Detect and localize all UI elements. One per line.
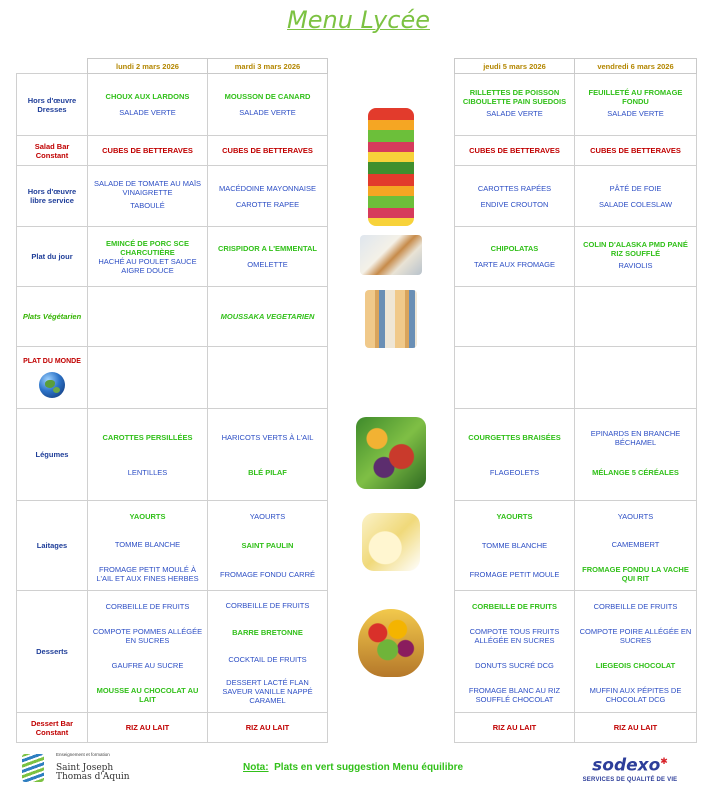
menu-item: COMPOTE TOUS FRUITS ALLÉGÉE EN SUCRES (469, 627, 560, 646)
star-icon: ✱ (660, 757, 668, 767)
day-header-mardi: mardi 3 mars 2026 (208, 59, 328, 74)
row-label-desserts: Desserts (17, 591, 88, 713)
row-label-legumes: Légumes (17, 409, 88, 501)
menu-item: CAROTTES PERSILLÉES (102, 432, 193, 442)
school-logo-mark (22, 754, 44, 782)
menu-item: HACHÉ AU POULET SAUCE AIGRE DOUCE (98, 256, 197, 275)
menu-item: RIZ AU LAIT (88, 713, 208, 743)
menu-item: EPINARDS EN BRANCHE BÉCHAMEL (590, 428, 681, 447)
menu-item: CUBES DE BETTERAVES (455, 136, 575, 166)
row-label-laitages: Laitages (17, 501, 88, 591)
menu-item: CRISPIDOR A L'EMMENTAL (217, 244, 317, 253)
menu-item: FLAGEOLETS (489, 467, 540, 477)
menu-item: MÉLANGE 5 CÉRÉALES (592, 468, 679, 477)
menu-item: SALADE COLESLAW (598, 199, 673, 209)
row-label-hors-dresses: Hors d'œuvre Dresses (17, 74, 88, 136)
menu-item: MOUSSAKA VEGETARIEN (208, 287, 328, 347)
school-logo-subtitle: Enseignement et formation (56, 752, 110, 757)
menu-item: MACÉDOINE MAYONNAISE (219, 183, 316, 193)
sodexo-tagline: SERVICES DE QUALITÉ DE VIE (582, 776, 678, 783)
menu-item: FROMAGE FONDU CARRÉ (219, 569, 315, 579)
menu-item: FEUILLETÉ AU FROMAGE FONDU (588, 87, 683, 106)
menu-item: CAROTTE RAPEE (235, 199, 300, 209)
menu-item: EMINCÉ DE PORC SCE CHARCUTIÈRE (106, 238, 189, 257)
menu-item: CHOUX AUX LARDONS (105, 92, 190, 101)
menu-item: CUBES DE BETTERAVES (88, 136, 208, 166)
day-header-jeudi: jeudi 5 mars 2026 (455, 59, 575, 74)
dairy-photo (362, 513, 420, 571)
menu-item: DESSERT LACTÉ FLAN SAVEUR VANILLE NAPPÉ CARAMEL (222, 678, 313, 706)
globe-icon (39, 372, 65, 398)
menu-item: SALADE DE TOMATE AU MAÏS VINAIGRETTE (93, 179, 202, 197)
menu-item: CORBEILLE DE FRUITS (593, 602, 678, 612)
day-header-vendredi: vendredi 6 mars 2026 (575, 59, 697, 74)
nota-footnote (243, 762, 463, 773)
menu-item: MOUSSON DE CANARD (224, 92, 311, 101)
menu-item: TOMME BLANCHE (114, 540, 181, 549)
main-dish-photo (360, 235, 422, 275)
vegetarian-dishes-photo (365, 290, 417, 348)
page-title: Menu Lycée (287, 6, 430, 34)
menu-item: TABOULÉ (130, 200, 165, 210)
menu-item: LIEGEOIS CHOCOLAT (595, 661, 676, 671)
menu-item: COLIN D'ALASKA PMD PANÉ RIZ SOUFFLÉ (583, 239, 688, 258)
menu-item: RIZ AU LAIT (208, 713, 328, 743)
nota-text: Plats en vert suggestion Menu équilibre (274, 762, 464, 773)
menu-item: LENTILLES (127, 467, 168, 477)
menu-item: TOMME BLANCHE (481, 540, 548, 550)
menu-item: BLÉ PILAF (248, 467, 287, 477)
row-label-monde-cell (17, 347, 88, 409)
menu-item: PÂTÉ DE FOIE (609, 183, 662, 193)
vegetables-photo (368, 108, 414, 226)
sodexo-logo (560, 753, 700, 789)
menu-item: BARRE BRETONNE (232, 628, 303, 638)
menu-item: SALADE VERTE (607, 109, 664, 118)
menu-item: RILLETTES DE POISSON CIBOULETTE PAIN SUEDOIS (462, 87, 567, 106)
row-label-plat-jour: Plat du jour (17, 227, 88, 287)
menu-item: FROMAGE FONDU LA VACHE QUI RIT (582, 564, 689, 583)
menu-table (16, 58, 697, 743)
sodexo-brand: sodexo (592, 755, 661, 776)
menu-item: OMELETTE (247, 260, 288, 269)
menu-item: ENDIVE CROUTON (480, 199, 549, 209)
fruit-basket-photo (358, 609, 424, 677)
menu-item: COCKTAIL DE FRUITS (228, 654, 307, 664)
row-label-salad-bar: Salad Bar Constant (17, 136, 88, 166)
menu-item: CORBEILLE DE FRUITS (105, 602, 190, 612)
menu-item: RIZ AU LAIT (455, 713, 575, 743)
menu-item: RIZ AU LAIT (575, 713, 697, 743)
menu-item: CAMEMBERT (611, 540, 660, 549)
school-logo (22, 752, 142, 788)
menu-item: COURGETTES BRAISÉES (468, 432, 561, 442)
menu-item: HARICOTS VERTS À L'AIL (221, 432, 314, 442)
menu-item: YAOURTS (496, 512, 533, 522)
menu-item: CUBES DE BETTERAVES (208, 136, 328, 166)
menu-item: COMPOTE POIRE ALLÉGÉE EN SUCRES (579, 627, 692, 646)
menu-item: CORBEILLE DE FRUITS (225, 601, 310, 611)
menu-item: YAOURTS (617, 512, 654, 521)
day-header-lundi: lundi 2 mars 2026 (88, 59, 208, 74)
menu-item: DONUTS SUCRÉ DCG (475, 661, 554, 671)
menu-item: YAOURTS (249, 512, 286, 522)
menu-item: FROMAGE PETIT MOULE (469, 569, 560, 579)
menu-item: MOUSSE AU CHOCOLAT AU LAIT (96, 686, 199, 705)
menu-item: SALADE VERTE (119, 108, 176, 117)
legumes-photo (356, 417, 426, 489)
menu-item: YAOURTS (129, 512, 166, 521)
row-label-monde: PLAT DU MONDE (23, 358, 81, 365)
row-label-hors-libre: Hors d'œuvre libre service (17, 166, 88, 227)
menu-item: RAVIOLIS (618, 261, 653, 270)
menu-item: SALADE VERTE (486, 109, 543, 118)
menu-item: CAROTTES RAPÉES (477, 183, 552, 193)
menu-item: FROMAGE BLANC AU RIZ SOUFFLÉ CHOCOLAT (468, 686, 561, 705)
menu-item: CHIPOLATAS (490, 244, 539, 253)
school-logo-name: Saint Joseph Thomas d'Aquin (56, 763, 130, 782)
menu-item: GAUFRE AU SUCRE (111, 661, 184, 671)
row-label-vegetarien: Plats Végétarien (17, 287, 88, 347)
row-label-dessert-bar: Dessert Bar Constant (17, 713, 88, 743)
menu-item: COMPOTE POMMES ALLÉGÉE EN SUCRES (92, 627, 203, 646)
menu-item: CORBEILLE DE FRUITS (471, 602, 557, 612)
menu-item: MUFFIN AUX PÉPITES DE CHOCOLAT DCG (589, 686, 682, 705)
nota-label: Nota: (243, 762, 269, 773)
menu-item: SALADE VERTE (239, 108, 296, 117)
menu-item: SAINT PAULIN (241, 540, 294, 550)
menu-item: TARTE AUX FROMAGE (474, 260, 555, 269)
menu-item: FROMAGE PETIT MOULÉ À L'AIL ET AUX FINES HERBES (96, 564, 199, 583)
menu-item: CUBES DE BETTERAVES (575, 136, 697, 166)
